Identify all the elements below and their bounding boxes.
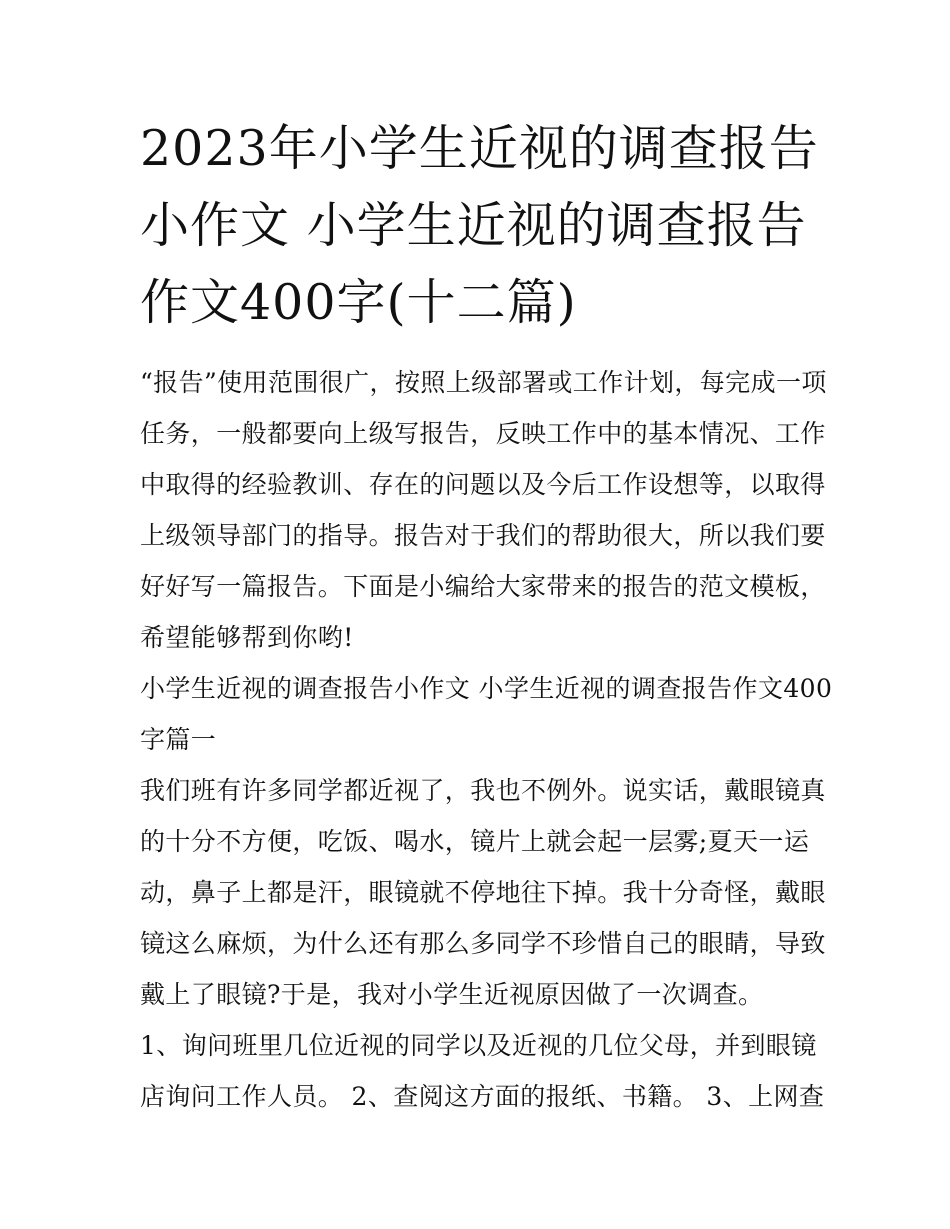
body-paragraph xyxy=(140,765,826,1020)
text-line: 店询问工作人员。 2、查阅这方面的报纸、书籍。 3、上网查 xyxy=(140,1082,825,1111)
text-line: 我们班有许多同学都近视了，我也不例外。说实话，戴眼镜真 xyxy=(140,776,826,805)
text-line: 的十分不方便，吃饭、喝水，镜片上就会起一层雾;夏天一运 xyxy=(140,827,810,856)
text-line: 动，鼻子上都是汗，眼镜就不停地往下掉。我十分奇怪，戴眼 xyxy=(140,878,826,907)
document-title xyxy=(140,110,819,341)
text-line: 希望能够帮到你哟! xyxy=(140,623,354,652)
text-line: 上级领导部门的指导。报告对于我们的帮助很大，所以我们要 xyxy=(140,521,826,550)
title-line: 2023年小学生近视的调查报告 xyxy=(140,120,819,177)
document-page xyxy=(140,110,833,1122)
methods-paragraph xyxy=(140,1020,825,1122)
text-line: 镜这么麻烦，为什么还有那么多同学不珍惜自己的眼睛，导致 xyxy=(140,929,826,958)
title-line: 小作文 小学生近视的调查报告 xyxy=(140,197,807,254)
text-line: 1、询问班里几位近视的同学以及近视的几位父母，并到眼镜 xyxy=(140,1031,817,1060)
section-heading xyxy=(140,663,833,765)
text-line: 好好写一篇报告。下面是小编给大家带来的报告的范文模板， xyxy=(140,572,826,601)
text-line: 中取得的经验教训、存在的问题以及今后工作设想等，以取得 xyxy=(140,470,826,499)
text-line: 小学生近视的调查报告小作文 小学生近视的调查报告作文400 xyxy=(140,674,833,703)
intro-paragraph xyxy=(140,357,827,663)
text-line: 任务，一般都要向上级写报告，反映工作中的基本情况、工作 xyxy=(140,419,826,448)
text-line: 字篇一 xyxy=(140,725,217,754)
title-line: 作文400字(十二篇) xyxy=(140,274,577,331)
text-line: “报告”使用范围很广，按照上级部署或工作计划，每完成一项 xyxy=(140,368,827,397)
text-line: 戴上了眼镜?于是，我对小学生近视原因做了一次调查。 xyxy=(140,980,764,1009)
